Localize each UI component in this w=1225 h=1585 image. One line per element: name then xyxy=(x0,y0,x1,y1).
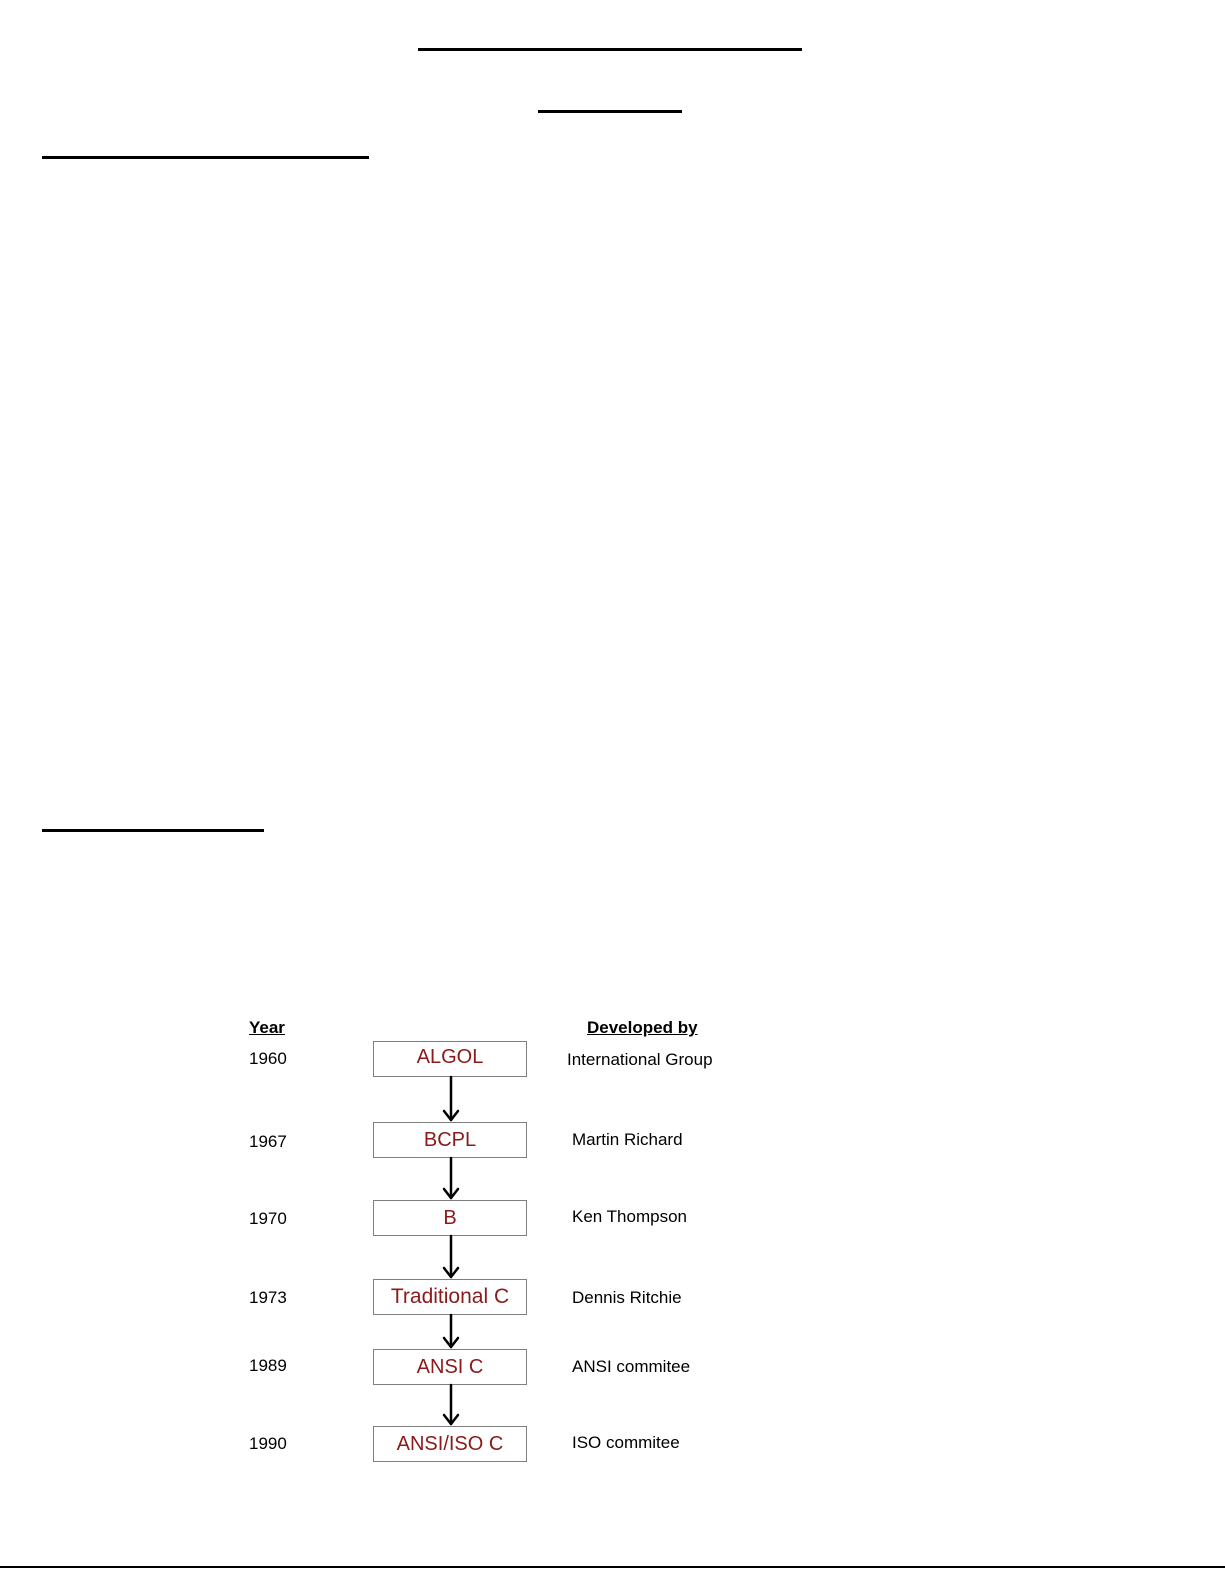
year-column-header: Year xyxy=(249,1018,285,1037)
down-arrow-icon xyxy=(444,1236,458,1277)
language-box-ansi-iso-c: ANSI/ISO C xyxy=(373,1426,527,1462)
down-arrow-icon xyxy=(444,1077,458,1120)
year-label: 1970 xyxy=(249,1209,287,1228)
year-label: 1990 xyxy=(249,1434,287,1453)
year-label: 1960 xyxy=(249,1049,287,1068)
year-label: 1973 xyxy=(249,1288,287,1307)
down-arrow-icon xyxy=(444,1315,458,1347)
year-label: 1967 xyxy=(249,1132,287,1151)
language-box-b: B xyxy=(373,1200,527,1236)
year-label: 1989 xyxy=(249,1356,287,1375)
developer-label: Dennis Ritchie xyxy=(572,1288,682,1307)
language-box-traditional-c: Traditional C xyxy=(373,1279,527,1315)
language-box-bcpl: BCPL xyxy=(373,1122,527,1158)
down-arrow-icon xyxy=(444,1385,458,1424)
developer-label: ANSI commitee xyxy=(572,1357,691,1376)
language-box-ansi-c: ANSI C xyxy=(373,1349,527,1385)
developer-label: International Group xyxy=(567,1050,713,1069)
developer-label: Ken Thompson xyxy=(572,1207,687,1226)
down-arrow-icon xyxy=(444,1158,458,1198)
language-box-algol: ALGOL xyxy=(373,1041,527,1077)
developer-label: Martin Richard xyxy=(572,1130,683,1149)
developed-by-column-header: Developed by xyxy=(587,1018,698,1037)
developer-label: ISO commitee xyxy=(572,1433,680,1452)
